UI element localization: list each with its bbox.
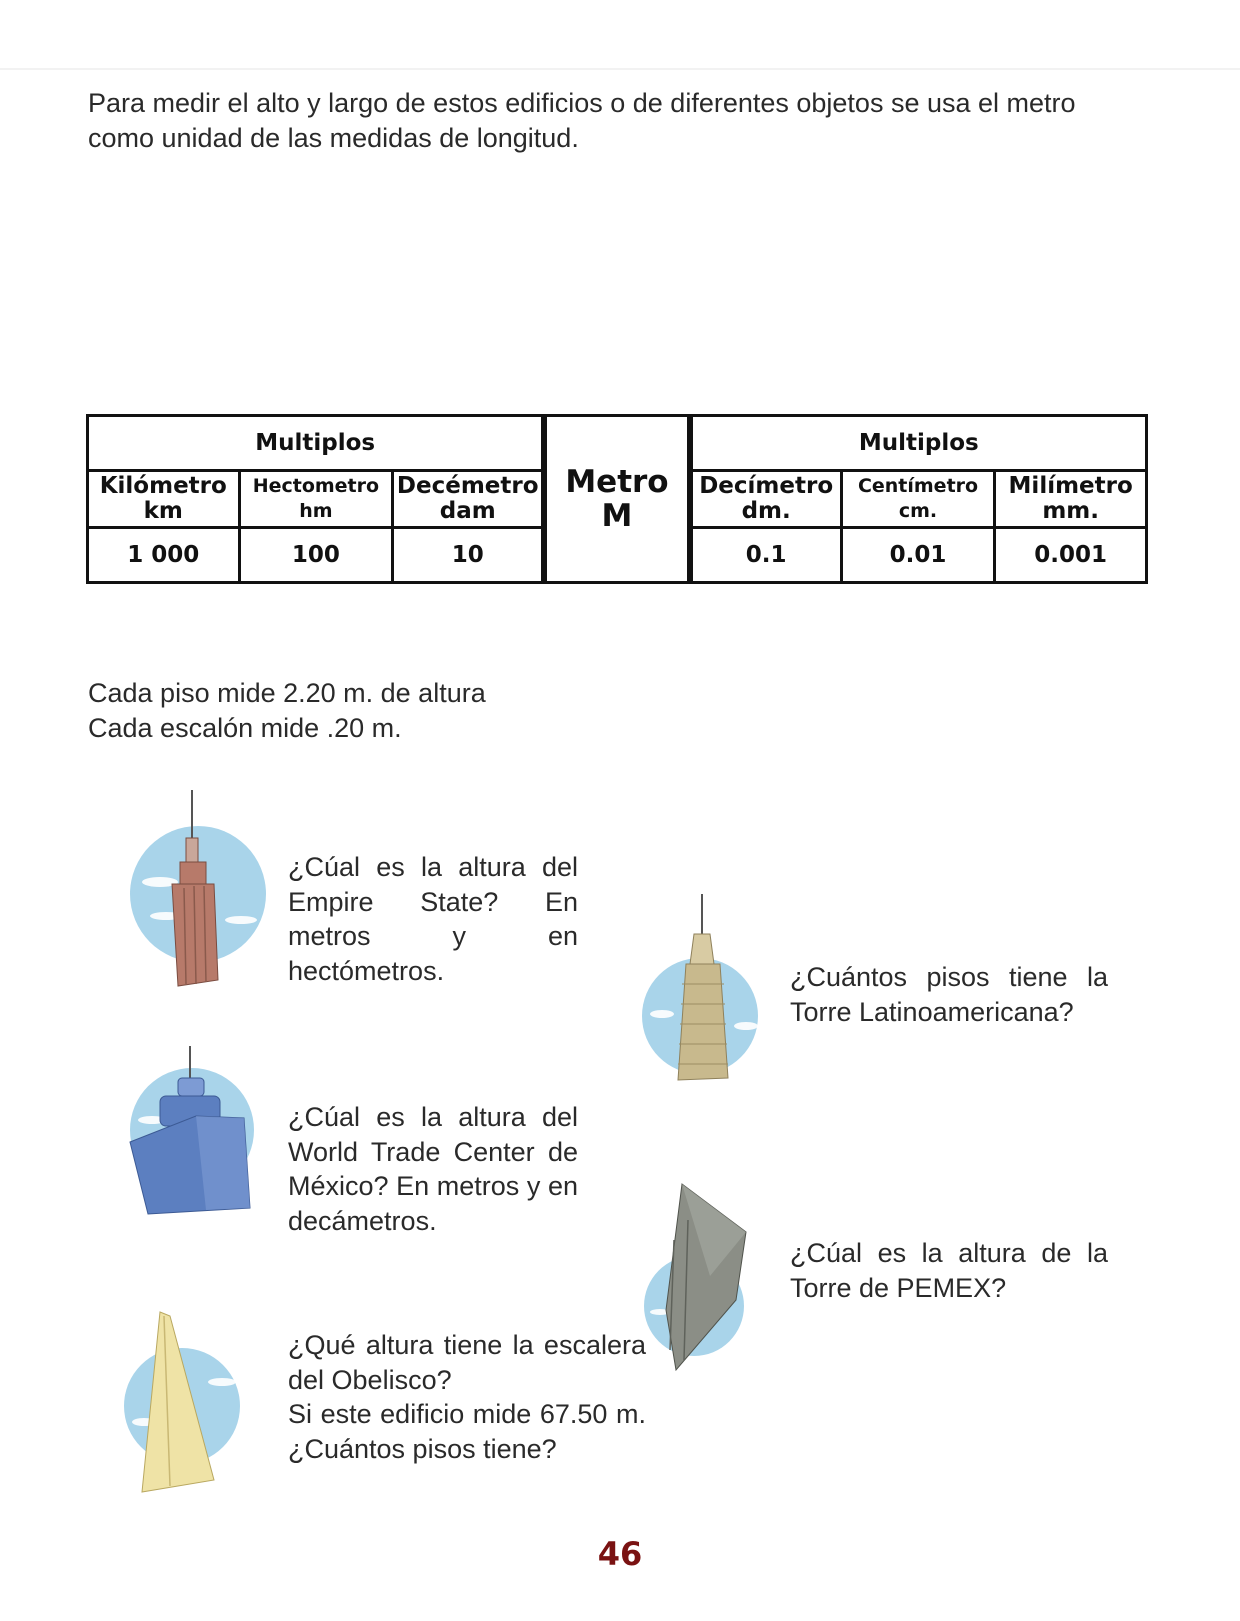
unit-value-cm: 0.01: [841, 528, 995, 583]
left-group-header: Multiplos: [88, 416, 545, 471]
unit-header-km: [88, 471, 240, 528]
torre-latinoamericana-icon: [638, 894, 768, 1084]
unit-abbr: mm.: [1042, 498, 1099, 524]
intro-paragraph: Para medir el alto y largo de estos edificios o de diferentes objetos se usa el metro como unidad de las medidas de longitud.: [88, 88, 1076, 153]
unit-name: Kilómetro: [99, 473, 227, 499]
unit-value-hm: 100: [239, 528, 393, 583]
unit-value-dam: 10: [393, 528, 545, 583]
torre-pemex-icon: [640, 1180, 760, 1380]
measurement-notes: [88, 676, 486, 746]
unit-header-dam: [393, 471, 545, 528]
obelisco-icon: [122, 1310, 262, 1495]
base-unit-name: Metro: [565, 464, 669, 500]
unit-name: Hectometro: [252, 475, 380, 497]
unit-abbr: cm.: [898, 500, 938, 522]
unit-header-hm: [239, 471, 393, 528]
world-trade-center-mexico-icon: [124, 1040, 264, 1220]
unit-header-cm: [841, 471, 995, 528]
unit-value-dm: 0.1: [690, 528, 842, 583]
unit-abbr: km: [143, 498, 183, 524]
question-obelisco-part2: Si este edificio mide 67.50 m. ¿Cuántos pisos tiene?: [288, 1399, 646, 1464]
unit-name: Decímetro: [699, 473, 834, 499]
unit-header-dm: [690, 471, 842, 528]
base-unit-abbr: M: [601, 498, 633, 534]
unit-header-mm: [995, 471, 1147, 528]
unit-value-mm: 0.001: [995, 528, 1147, 583]
question-obelisco: [288, 1328, 646, 1466]
note-floor-height: Cada piso mide 2.20 m. de altura: [88, 678, 486, 708]
base-unit-cell: [544, 416, 689, 583]
empire-state-building-icon: [126, 780, 276, 990]
question-obelisco-part1: ¿Qué altura tiene la escalera del Obelisco?: [288, 1330, 646, 1395]
right-group-header: Multiplos: [690, 416, 1147, 471]
question-world-trade-center: ¿Cúal es la altura del World Trade Center de México? En metros y en decámetros.: [288, 1102, 578, 1236]
question-empire-state: ¿Cúal es la altura del Empire State? En metros y en hectómetros.: [288, 852, 578, 986]
page-top-rule: [0, 68, 1240, 70]
unit-abbr: dam: [439, 498, 496, 524]
unit-name: Milímetro: [1008, 473, 1133, 499]
unit-name: Decémetro: [396, 473, 539, 499]
length-units-table: [86, 414, 1148, 584]
unit-name: Centímetro: [857, 475, 979, 497]
unit-value-km: 1 000: [88, 528, 240, 583]
page-number: 46: [597, 1535, 643, 1573]
note-step-height: Cada escalón mide .20 m.: [88, 713, 402, 743]
unit-abbr: hm: [299, 500, 333, 522]
question-torre-latinoamericana: ¿Cuántos pisos tiene la Torre Latinoamericana?: [790, 962, 1108, 1027]
unit-abbr: dm.: [741, 498, 791, 524]
question-torre-pemex: ¿Cúal es la altura de la Torre de PEMEX?: [790, 1238, 1108, 1303]
